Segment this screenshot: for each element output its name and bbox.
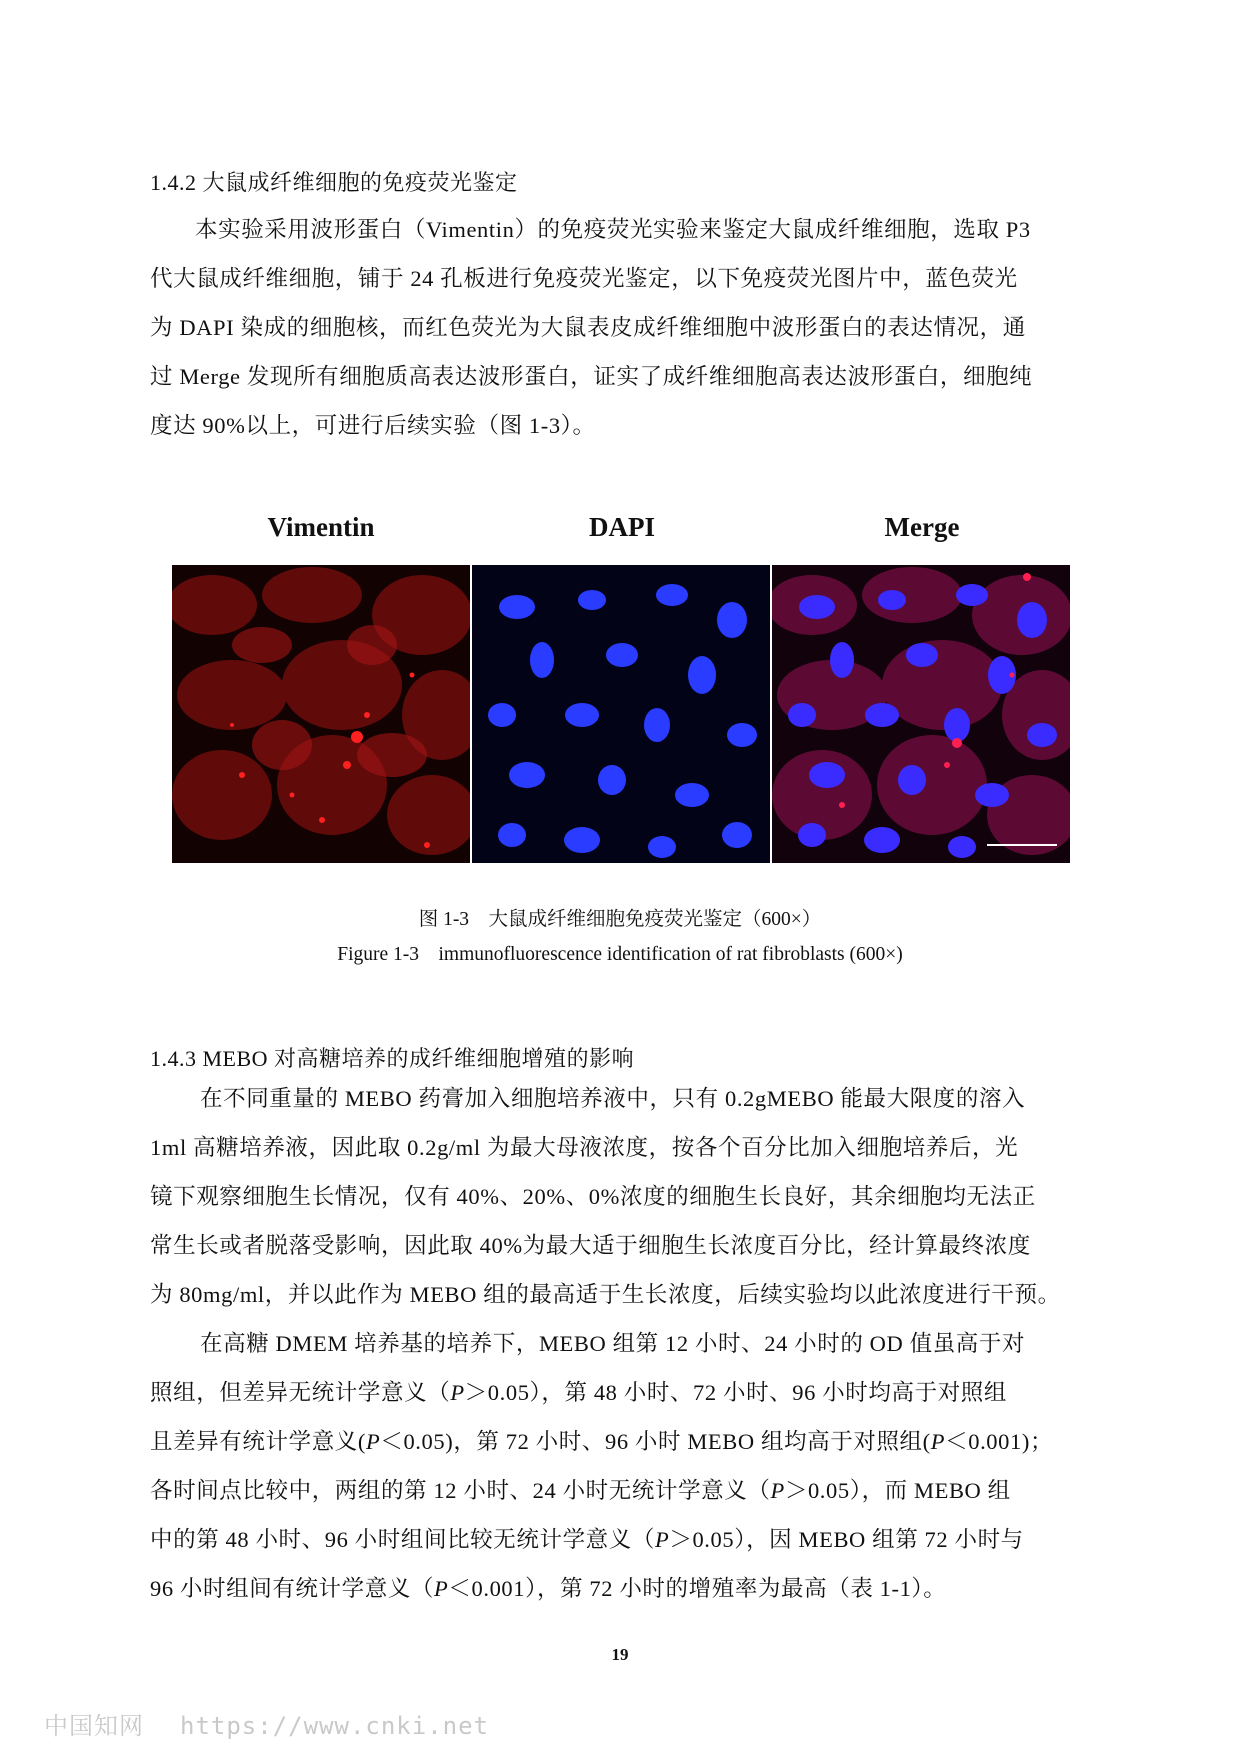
text-line: 镜下观察细胞生长情况，仅有 40%、20%、0%浓度的细胞生长良好，其余细胞均无法正 [150, 1184, 1036, 1209]
text-line: 照组，但差异无统计学意义（P＞0.05），第 48 小时、72 小时、96 小时均高于对照组 [150, 1380, 1007, 1405]
watermark-name: 中国知网 [44, 1713, 144, 1740]
paragraph-1-4-3-b [150, 1319, 1100, 1613]
section-heading-1-4-3: 1.4.3 MEBO 对高糖培养的成纤维细胞增殖的影响 [150, 1046, 635, 1071]
paragraph-1-4-3-a [150, 1074, 1100, 1319]
dapi-image [472, 565, 770, 863]
text-line: 中的第 48 小时、96 小时组间比较无统计学意义（P＞0.05），因 MEBO 组第 72 小时与 [150, 1527, 1024, 1552]
figure-caption-cn: 图 1-3 大鼠成纤维细胞免疫荧光鉴定（600×） [418, 909, 822, 930]
panel-label-dapi: DAPI [589, 512, 655, 542]
text-line: 96 小时组间有统计学意义（P＜0.001），第 72 小时的增殖率为最高（表 1-1）。 [150, 1576, 947, 1601]
panel-label-merge: Merge [884, 512, 960, 542]
text-line: 过 Merge 发现所有细胞质高表达波形蛋白，证实了成纤维细胞高表达波形蛋白，细胞纯 [150, 364, 1033, 389]
text-line: 1ml 高糖培养液，因此取 0.2g/ml 为最大母液浓度，按各个百分比加入细胞培养后，光 [150, 1135, 1019, 1160]
text-line: 为 80mg/ml，并以此作为 MEBO 组的最高适于生长浓度，后续实验均以此浓度进行干预。 [150, 1282, 1061, 1307]
cnki-watermark [44, 1706, 489, 1741]
figure-caption-en: Figure 1-3 immunofluorescence identification of rat fibroblasts (600×) [337, 944, 903, 965]
text-line: 度达 90%以上，可进行后续实验（图 1-3）。 [150, 413, 596, 438]
section-heading-1-4-2: 1.4.2 大鼠成纤维细胞的免疫荧光鉴定 [150, 170, 518, 195]
merge-image [772, 565, 1070, 863]
text-line: 本实验采用波形蛋白（Vimentin）的免疫荧光实验来鉴定大鼠成纤维细胞，选取 P3 [195, 217, 1031, 242]
text-line: 在不同重量的 MEBO 药膏加入细胞培养液中，只有 0.2gMEBO 能最大限度的溶入 [200, 1086, 1026, 1111]
vimentin-image [172, 565, 470, 863]
text-line: 为 DAPI 染成的细胞核，而红色荧光为大鼠表皮成纤维细胞中波形蛋白的表达情况，通 [150, 315, 1026, 340]
watermark-url: https://www.cnki.net [180, 1712, 489, 1740]
paragraph-1-4-2 [150, 205, 1100, 450]
panel-label-vimentin: Vimentin [267, 512, 375, 542]
text-line: 各时间点比较中，两组的第 12 小时、24 小时无统计学意义（P＞0.05），而 MEBO 组 [150, 1478, 1011, 1503]
text-line: 代大鼠成纤维细胞，铺于 24 孔板进行免疫荧光鉴定，以下免疫荧光图片中，蓝色荧光 [150, 266, 1018, 291]
text-line: 在高糖 DMEM 培养基的培养下，MEBO 组第 12 小时、24 小时的 OD 值虽高于对 [200, 1331, 1026, 1356]
text-line: 且差异有统计学意义(P＜0.05)，第 72 小时、96 小时 MEBO 组均高于对照组(P＜0.001)； [150, 1429, 1054, 1454]
text-line: 常生长或者脱落受影响，因此取 40%为最大适于细胞生长浓度百分比，经计算最终浓度 [150, 1233, 1031, 1258]
page-number: 19 [611, 1645, 629, 1664]
